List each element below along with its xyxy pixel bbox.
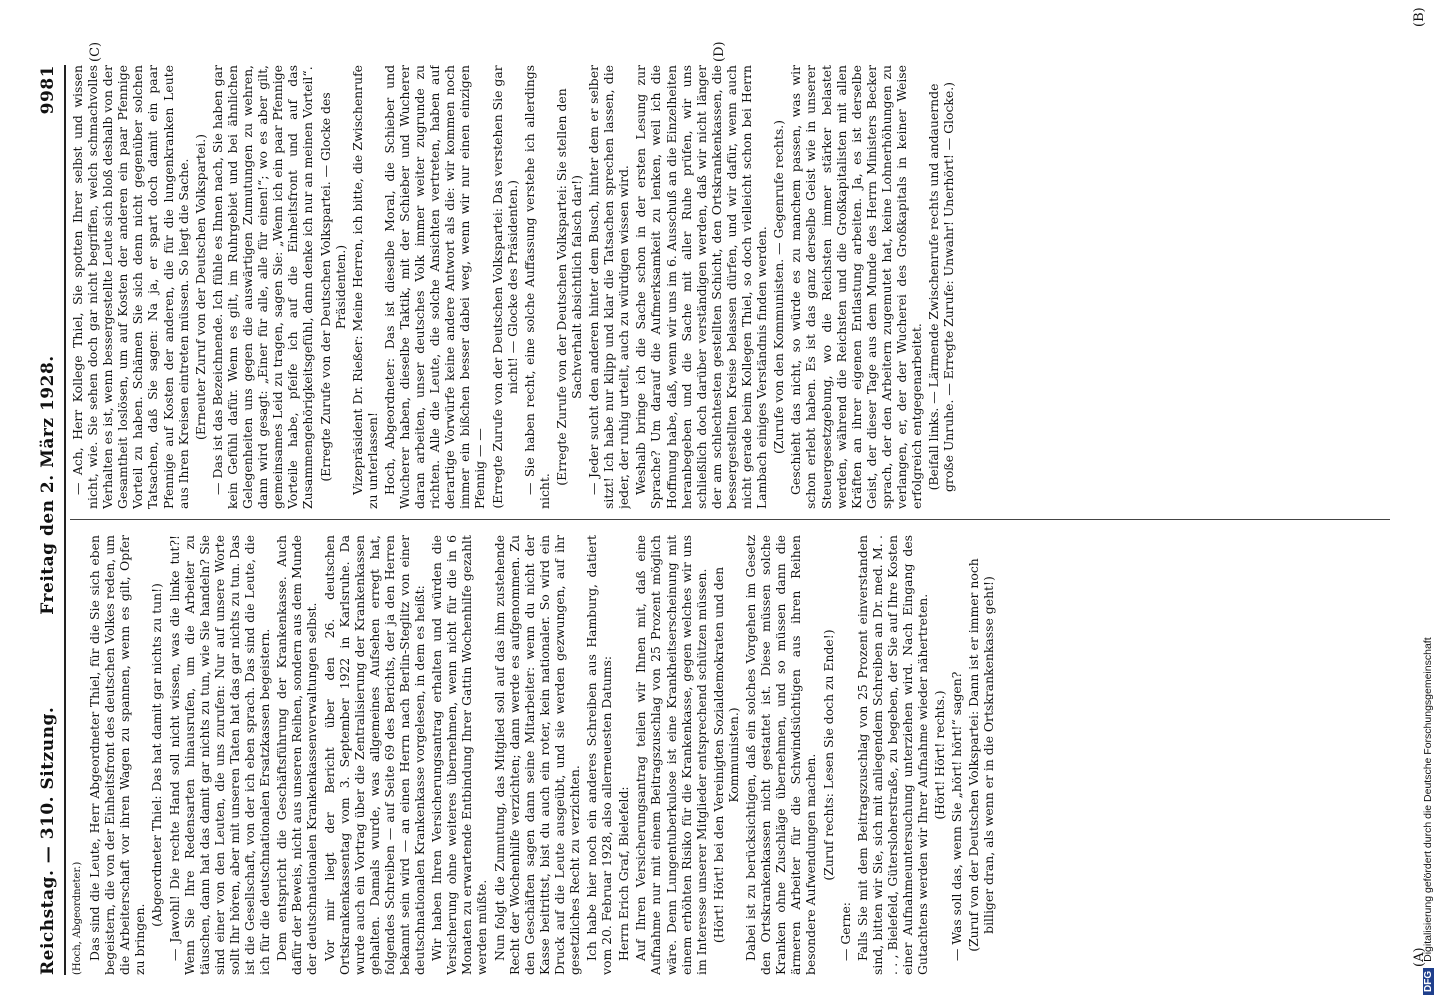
interjection: (Abgeordneter Thiel: Das hat damit gar nichts zu tun!) bbox=[149, 583, 165, 927]
paragraph: Ich habe hier noch ein anderes Schreiben aus Hamburg, datiert vom 20. Februar 1928, also allerneuesten Datums: bbox=[584, 535, 615, 975]
rotated-page bbox=[38, 7, 1427, 975]
quoted-letter: Auf Ihren Versicherungsantrag teilen wir Ihnen mit, daß eine Aufnahme nur mit einem Beitragszuschlag von 25 Prozent möglich wäre. Denn Lungentuberkulose ist eine Krankheitserscheinung mit einem erhöhten Risiko für die Krankenkasse, gegen welches wir uns im Interesse unserer Mitglieder entsprechend schützen müssen. bbox=[633, 535, 709, 975]
paragraph: — Gerne: bbox=[837, 902, 853, 961]
paragraph: Dem entspricht die Geschäftsführung der Krankenkasse. Auch dafür der Beweis, nicht aus unseren Reihen, sondern aus dem Munde der deutschnationalen Krankenkassenverwaltungen selbst. bbox=[274, 535, 320, 975]
margin-marker-a: (A) bbox=[1412, 947, 1427, 967]
paragraph: Vizepräsident Dr. Rießer: Meine Herren, ich bitte, die Zwischenrufe zu unterlassen! bbox=[349, 65, 380, 509]
paragraph: — Jawohl! Die rechte Hand soll nicht wissen, was die linke tut?! Wenn Sie Ihre Redensarten hinausrufen, um die Arbeiter zu täuschen, dann hat das damit gar nichts zu tun, wie Sie handeln? Sie sind einer von den Leuten, die uns zurufen: Nur auf unsere Worte sollt Ihr hören, aber mit unseren Taten hat das gar nichts zu tun. Das ist die Gesellschaft, von der ich eben sprach. Das sind die Leute, die ich für die deutschnationalen Ersatzkassen begeistern. bbox=[166, 535, 273, 975]
interjection: (Zuruf von der Deutschen Volkspartei: Dann ist er immer noch billiger dran, als wenn er in die Ortskrankenkasse geht!) bbox=[966, 558, 997, 952]
paragraph: Dabei ist zu berücksichtigen, daß ein solches Vorgehen im Gesetz den Ortskrankenkassen nicht gestattet ist. Diese müssen solche Kranken ohne Zuschläge übernehmen, und so müssen dann die ärmeren Arbeiter für die Schwindsüchtigen aus ihren Reihen besondere Aufwendungen machen. bbox=[743, 535, 819, 975]
marker-c-wrap bbox=[84, 42, 103, 62]
header-left: Reichstag. — 310. Sitzung. bbox=[38, 706, 58, 975]
interjection: (Erneuter Zuruf von der Deutschen Volkspartei.) bbox=[192, 134, 208, 440]
speaker-line: (Hoch, Abgeordneter.) bbox=[72, 861, 83, 975]
interjection: (Hört! Hört! bei den Vereinigten Sozialdemokraten und den Kommunisten.) bbox=[710, 566, 741, 944]
interjection: (Erregte Zurufe von der Deutschen Volkspartei: Sie stellen den Sachverhalt absichtlich falsch dar!) bbox=[553, 88, 584, 486]
column-divider bbox=[70, 519, 1390, 520]
paragraph: — Jeder sucht den anderen hinter dem Busch, hinter dem er selber sitzt! Ich habe nur klipp und klar die Tatsachen sprechen lassen, die jeder, der ruhig urteilt, auch zu würdigen wissen wird. bbox=[586, 65, 632, 509]
interjection: (Zuruf rechts: Lesen Sie doch zu Ende!) bbox=[820, 629, 836, 881]
interjection: (Zurufe von den Kommunisten. — Gegenrufe rechts.) bbox=[771, 120, 787, 454]
quoted-letter: Wir haben Ihren Versicherungsantrag erhalten und würden die Versicherung ohne weiteres übernehmen, wenn nicht für die in 6 Monaten zu erwartende Entbindung Ihrer Gattin Wochenhilfe gezahlt werden müßte. bbox=[429, 535, 490, 975]
paragraph: Das sind die Leute, Herr Abgeordneter Thiel, für die Sie sich eben begeistern, die von der Einheitsfront des deutschen Volkes reden, um die Arbeiterschaft vor ihren Wagen zu spannen, wenn es gilt, Opfer zu bringen. bbox=[87, 535, 148, 975]
paragraph: — Ach, Herr Kollege Thiel, Sie spotten Ihrer selbst und wissen nicht, wie. Sie sehen doch gar nicht begriffen, welch schmachvolles Verhalten es ist, wenn bessergestellte Leute sich bloß deshalb von der Gesamtheit loslösen, um auf Kosten der anderen ein paar Pfennige Vorteil zu haben. Schämen Sie sich denn nicht gegenüber solchen Tatsachen, daß Sie sagen: Na ja, er spart doch damit ein paar Pfennige auf Kosten der anderen, die für die lungenkranken Leute aus Ihren Kreisen eintreten müssen. So liegt die Sache. bbox=[70, 65, 191, 509]
dfg-logo: DFG bbox=[1423, 968, 1434, 995]
dfg-credit-text: Digitalisierung gefördert durch die Deutsche Forschungsgemeinschaft bbox=[1422, 637, 1434, 962]
paragraph: — Was soll das, wenn Sie „hört! hört!“ sagen? bbox=[949, 671, 965, 961]
paragraph: Hoch, Abgeordneter: Das ist dieselbe Moral, die Schieber und Wucherer haben, dieselbe Taktik, mit der Schieber und Wucherer daran arbeiten, unser deutsches Volk immer weiter zugrunde zu richten. Alle die Leute, die solche Ansichten vertreten, haben auf derartige Vorwürfe keine andere Antwort als die: wir kommen noch immer ein bißchen besser dabei weg, wenn wir nur einen einzigen Pfennig — — bbox=[381, 65, 488, 509]
interjection: (Erregte Zurufe von der Deutschen Volkspartei: Das verstehen Sie gar nicht! — Glocke des Präsidenten.) bbox=[489, 65, 520, 509]
running-header bbox=[38, 65, 64, 975]
marker-d-wrap bbox=[708, 41, 727, 62]
letter-address: Herrn Erich Graf, Bielefeld: bbox=[616, 786, 632, 961]
interjection: (Hört! Hört! rechts.) bbox=[932, 690, 948, 820]
quoted-letter: Falls Sie mit dem Beitragszuschlag von 25 Prozent einverstanden sind, bitten wir Sie, sich mit anliegendem Schreiben an Dr. med. M. . . . , Bielefeld, Gütersloherstraße, zu begeben, der Sie auf Ihre Kosten einer Aufnahmeuntersuchung unterziehen wird. Nach Eingang des Gutachtens werden wir Ihrer Aufnahme wieder nähertreten. bbox=[854, 535, 931, 975]
page-number: 9981 bbox=[38, 65, 58, 115]
paragraph: Nun folgt die Zumutung, das Mitglied soll auf das ihm zustehende Recht der Wochenhilfe verzichten; dann werde es aufgenommen. Zu den Geschäften sagen dann seine Mitarbeiter: wenn du nicht der Kasse beitrittst, bist du auch ein roter, kein nationaler. So wird ein Druck auf die Leute ausgeübt, und sie werden gezwungen, auf ihr gesetzliches Recht zu verzichten. bbox=[491, 535, 582, 975]
header-date: Freitag den 2. März 1928. bbox=[38, 355, 58, 615]
paragraph: — Das ist das Bezeichnende. Ich fühle es Ihnen nach, Sie haben gar kein Gefühl dafür. Wenn es gilt, im Ruhrgebiet und bei ähnlichen Gelegenheiten uns gegen die auswärtigen Zumutungen zu wehren, dann wird gesagt: „Einer für alle, alle für einen!“; wo es aber gilt, gemeinsames Leid zu tragen, sagen Sie: „Wenn ich ein paar Pfennige Vorteile habe, pfeife ich auf die Einheitsfront und auf das Zusammengehörigkeitsgefühl, dann denke ich nur an meinen Vorteil“. bbox=[209, 65, 316, 509]
interjection: (Beifall links. — Lärmende Zwischenrufe rechts und andauernde große Unruhe. — Erregte Zurufe: Unwahr! Unerhört! — Glocke.) bbox=[926, 81, 957, 493]
text-column-left bbox=[70, 535, 1390, 975]
dfg-credit bbox=[1422, 5, 1434, 995]
margin-marker-c: (C) bbox=[88, 41, 103, 62]
paragraph: — Sie haben recht, eine solche Auffassung verstehe ich allerdings nicht. bbox=[521, 65, 552, 509]
header-rule bbox=[64, 65, 66, 975]
text-column-right bbox=[70, 65, 1390, 509]
margin-marker-d: (D) bbox=[712, 41, 727, 62]
margin-marker-b: (B) bbox=[1412, 7, 1427, 27]
interjection: (Erregte Zurufe von der Deutschen Volkspartei. — Glocke des Präsidenten.) bbox=[317, 92, 348, 482]
paragraph: Geschieht das nicht, so würde es zu manchem passen, was wir schon erlebt haben. Es ist das ganz derselbe Geist wie in unserer Steuergesetzgebung, wo die Reichsten immer stärker belastet werden, während die Reichsten und die Großkapitalisten mit allen Kräften an ihrer eigenen Entlastung arbeiten. Ja, es ist derselbe Geist, der dieser Tage aus dem Munde des Herrn Ministers Becker sprach, der den Arbeitern zugemutet hat, keine Lohnerhöhungen zu verlangen, er, der der Wucherei des Großkapitals in keiner Weise erfolgreich entgegenarbeitet. bbox=[788, 65, 925, 509]
paragraph: Weshalb bringe ich die Sache schon in der ersten Lesung zur Sprache? Um darauf die Aufmerksamkeit zu lenken, weil ich die Hoffnung habe, daß, wenn wir uns im 6. Ausschuß an die Einzelheiten heranbegeben und die Sache mit aller Ruhe prüfen, wir uns schließlich doch darüber verständigen werden, daß wir nicht länger der am schlechtesten gestellten Schicht, den Ortskrankenkassen, die bessergestellten Kreise belassen dürfen, und wir dafür, wenn auch nicht gerade beim Kollegen Thiel, so doch vielleicht schon bei Herrn Lambach einiges Verständnis finden werden. bbox=[633, 65, 770, 509]
paragraph: Vor mir liegt der Bericht über den 26. deutschen Ortskrankenkassentag vom 3. September 1922 in Karlsruhe. Da wurde auch ein Vortrag über die Zentralisierung der Krankenkassen gehalten. Damals wurde, was allgemeines Aufsehen erregt hat, folgendes Schreiben — auf Seite 69 des Berichts, der ja den Herren bekannt sein wird — an einen Herrn nach Berlin-Steglitz von einer deutschnationalen Krankenkasse vorgelesen, in dem es heißt: bbox=[321, 535, 428, 975]
